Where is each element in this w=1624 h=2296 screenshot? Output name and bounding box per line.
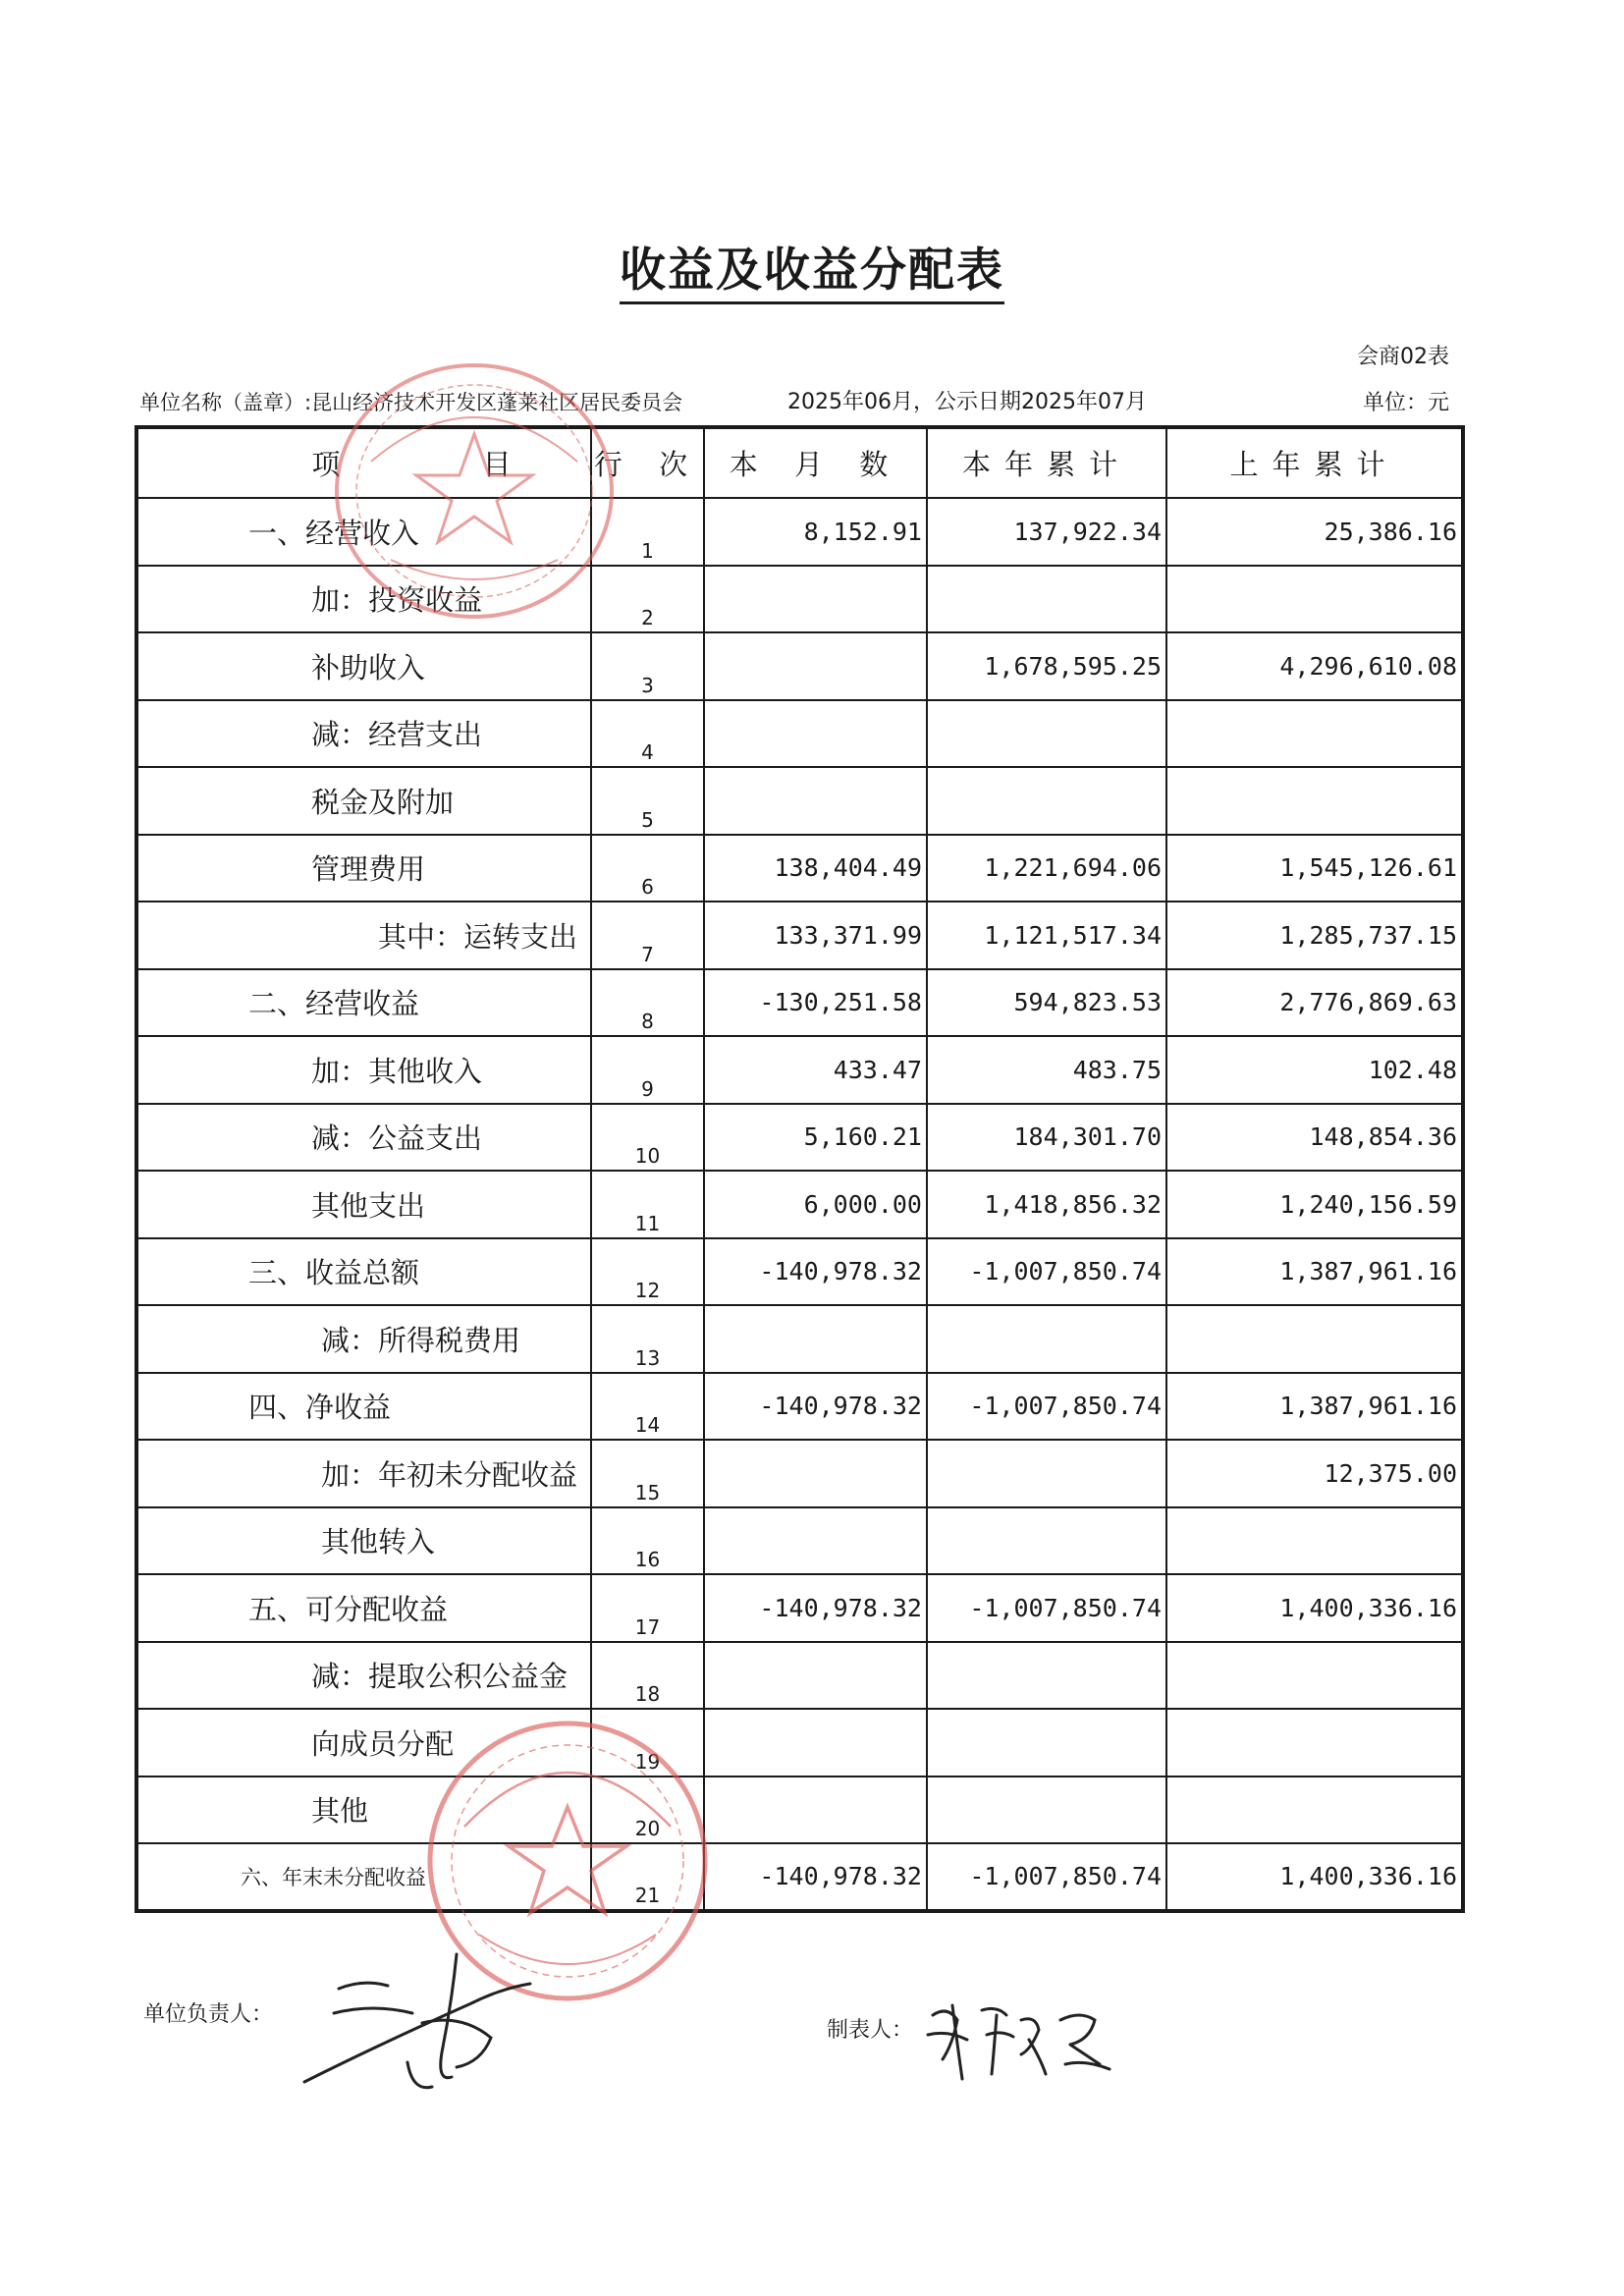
row-ytd-value bbox=[927, 1777, 1166, 1844]
column-header-prev: 上年累计 bbox=[1166, 427, 1463, 498]
row-ytd-value: -1,007,850.74 bbox=[927, 1238, 1166, 1306]
row-line-number: 12 bbox=[591, 1238, 704, 1306]
column-header-ytd: 本年累计 bbox=[927, 427, 1166, 498]
row-month-value bbox=[704, 1709, 927, 1777]
row-line-number: 5 bbox=[591, 767, 704, 835]
row-item-label: 其他支出 bbox=[136, 1171, 591, 1238]
row-line-number: 21 bbox=[591, 1843, 704, 1911]
row-line-number: 3 bbox=[591, 632, 704, 700]
row-month-value: 433.47 bbox=[704, 1036, 927, 1104]
row-prev-value: 12,375.00 bbox=[1166, 1440, 1463, 1507]
row-item-label: 其他 bbox=[136, 1777, 591, 1844]
row-item-label: 减：公益支出 bbox=[136, 1104, 591, 1172]
row-item-label: 其中：运转支出 bbox=[136, 902, 591, 969]
row-ytd-value bbox=[927, 566, 1166, 633]
row-item-label: 一、经营收入 bbox=[136, 498, 591, 566]
row-line-number: 8 bbox=[591, 969, 704, 1037]
row-month-value bbox=[704, 1507, 927, 1575]
row-month-value: 138,404.49 bbox=[704, 835, 927, 902]
preparer-signature bbox=[923, 1986, 1119, 2094]
row-month-value bbox=[704, 632, 927, 700]
table-row bbox=[136, 1036, 1463, 1104]
row-prev-value: 1,387,961.16 bbox=[1166, 1238, 1463, 1306]
row-item-label: 加：投资收益 bbox=[136, 566, 591, 633]
row-item-label: 减：提取公积公益金 bbox=[136, 1642, 591, 1710]
table-row bbox=[136, 1373, 1463, 1441]
row-item-label: 二、经营收益 bbox=[136, 969, 591, 1037]
table-row bbox=[136, 1440, 1463, 1507]
row-ytd-value: 184,301.70 bbox=[927, 1104, 1166, 1172]
row-line-number: 20 bbox=[591, 1777, 704, 1844]
row-ytd-value: 137,922.34 bbox=[927, 498, 1166, 566]
row-line-number: 19 bbox=[591, 1709, 704, 1777]
table-row bbox=[136, 1642, 1463, 1710]
row-ytd-value: 1,678,595.25 bbox=[927, 632, 1166, 700]
row-prev-value: 1,545,126.61 bbox=[1166, 835, 1463, 902]
row-ytd-value: -1,007,850.74 bbox=[927, 1373, 1166, 1441]
official-seal-stamp-top bbox=[312, 354, 636, 638]
row-line-number: 1 bbox=[591, 498, 704, 566]
row-item-label: 三、收益总额 bbox=[136, 1238, 591, 1306]
row-ytd-value: -1,007,850.74 bbox=[927, 1843, 1166, 1911]
row-month-value: 6,000.00 bbox=[704, 1171, 927, 1238]
row-line-number: 13 bbox=[591, 1305, 704, 1373]
row-prev-value bbox=[1166, 1709, 1463, 1777]
row-prev-value bbox=[1166, 566, 1463, 633]
row-month-value: -140,978.32 bbox=[704, 1843, 927, 1911]
row-prev-value: 1,285,737.15 bbox=[1166, 902, 1463, 969]
row-ytd-value: 1,121,517.34 bbox=[927, 902, 1166, 969]
report-period: 2025年06月，公示日期2025年07月 bbox=[787, 390, 1147, 414]
row-ytd-value bbox=[927, 1305, 1166, 1373]
row-prev-value: 1,400,336.16 bbox=[1166, 1574, 1463, 1642]
row-line-number: 18 bbox=[591, 1642, 704, 1710]
row-prev-value: 1,240,156.59 bbox=[1166, 1171, 1463, 1238]
row-prev-value: 25,386.16 bbox=[1166, 498, 1463, 566]
row-month-value: -140,978.32 bbox=[704, 1238, 927, 1306]
row-month-value: 8,152.91 bbox=[704, 498, 927, 566]
row-ytd-value bbox=[927, 767, 1166, 835]
row-line-number: 7 bbox=[591, 902, 704, 969]
column-header-line: 行 次 bbox=[591, 427, 704, 498]
table-row bbox=[136, 1238, 1463, 1306]
row-month-value bbox=[704, 566, 927, 633]
row-prev-value: 148,854.36 bbox=[1166, 1104, 1463, 1172]
row-line-number: 15 bbox=[591, 1440, 704, 1507]
row-item-label: 五、可分配收益 bbox=[136, 1574, 591, 1642]
row-item-label: 六、年末未分配收益 bbox=[136, 1843, 591, 1911]
row-prev-value: 102.48 bbox=[1166, 1036, 1463, 1104]
table-row bbox=[136, 1104, 1463, 1172]
row-item-label: 其他转入 bbox=[136, 1507, 591, 1575]
row-prev-value bbox=[1166, 1642, 1463, 1710]
row-month-value bbox=[704, 1305, 927, 1373]
income-distribution-table bbox=[135, 425, 1465, 1913]
row-month-value bbox=[704, 1642, 927, 1710]
table-row bbox=[136, 1507, 1463, 1575]
preparer-label: 制表人： bbox=[827, 2018, 914, 2043]
row-line-number: 16 bbox=[591, 1507, 704, 1575]
row-month-value bbox=[704, 1777, 927, 1844]
row-ytd-value bbox=[927, 1709, 1166, 1777]
row-ytd-value: 1,418,856.32 bbox=[927, 1171, 1166, 1238]
form-code: 会商02表 bbox=[1357, 345, 1449, 369]
row-ytd-value: 594,823.53 bbox=[927, 969, 1166, 1037]
row-item-label: 减：所得税费用 bbox=[136, 1305, 591, 1373]
row-line-number: 11 bbox=[591, 1171, 704, 1238]
table-row bbox=[136, 1305, 1463, 1373]
row-prev-value: 4,296,610.08 bbox=[1166, 632, 1463, 700]
row-prev-value bbox=[1166, 1507, 1463, 1575]
row-month-value: 5,160.21 bbox=[704, 1104, 927, 1172]
row-line-number: 10 bbox=[591, 1104, 704, 1172]
row-prev-value: 2,776,869.63 bbox=[1166, 969, 1463, 1037]
currency-unit: 单位：元 bbox=[1362, 391, 1449, 415]
responsible-person-label: 单位负责人： bbox=[143, 2002, 274, 2027]
row-line-number: 4 bbox=[591, 700, 704, 768]
unit-name: 单位名称（盖章）:昆山经济技术开发区蓬莱社区居民委员会 bbox=[139, 391, 683, 414]
table-row bbox=[136, 1574, 1463, 1642]
table-row bbox=[136, 1843, 1463, 1911]
row-prev-value bbox=[1166, 1777, 1463, 1844]
row-item-label: 管理费用 bbox=[136, 835, 591, 902]
row-month-value: 133,371.99 bbox=[704, 902, 927, 969]
row-line-number: 17 bbox=[591, 1574, 704, 1642]
row-item-label: 加：其他收入 bbox=[136, 1036, 591, 1104]
row-prev-value bbox=[1166, 700, 1463, 768]
row-line-number: 2 bbox=[591, 566, 704, 633]
row-month-value: -140,978.32 bbox=[704, 1574, 927, 1642]
table-row bbox=[136, 835, 1463, 902]
table-row bbox=[136, 767, 1463, 835]
row-ytd-value bbox=[927, 1440, 1166, 1507]
table-row bbox=[136, 1709, 1463, 1777]
row-item-label: 四、净收益 bbox=[136, 1373, 591, 1441]
row-line-number: 6 bbox=[591, 835, 704, 902]
row-month-value bbox=[704, 700, 927, 768]
row-line-number: 9 bbox=[591, 1036, 704, 1104]
row-month-value: -140,978.32 bbox=[704, 1373, 927, 1441]
document-title: 收益及收益分配表 bbox=[0, 234, 1624, 300]
row-item-label: 加：年初未分配收益 bbox=[136, 1440, 591, 1507]
column-header-item: 项 目 bbox=[136, 427, 591, 498]
table-row bbox=[136, 969, 1463, 1037]
row-item-label: 税金及附加 bbox=[136, 767, 591, 835]
row-ytd-value bbox=[927, 700, 1166, 768]
row-prev-value: 1,387,961.16 bbox=[1166, 1373, 1463, 1441]
row-prev-value bbox=[1166, 1305, 1463, 1373]
table-row bbox=[136, 1777, 1463, 1844]
column-header-month: 本 月 数 bbox=[704, 427, 927, 498]
row-ytd-value: 483.75 bbox=[927, 1036, 1166, 1104]
table-row bbox=[136, 1171, 1463, 1238]
row-ytd-value: 1,221,694.06 bbox=[927, 835, 1166, 902]
row-month-value bbox=[704, 767, 927, 835]
row-ytd-value bbox=[927, 1507, 1166, 1575]
row-item-label: 向成员分配 bbox=[136, 1709, 591, 1777]
row-month-value: -130,251.58 bbox=[704, 969, 927, 1037]
row-ytd-value: -1,007,850.74 bbox=[927, 1574, 1166, 1642]
table-row bbox=[136, 700, 1463, 768]
row-line-number: 14 bbox=[591, 1373, 704, 1441]
responsible-person-signature bbox=[295, 1944, 560, 2111]
row-ytd-value bbox=[927, 1642, 1166, 1710]
table-row bbox=[136, 902, 1463, 969]
row-prev-value: 1,400,336.16 bbox=[1166, 1843, 1463, 1911]
row-item-label: 补助收入 bbox=[136, 632, 591, 700]
table-row bbox=[136, 632, 1463, 700]
row-item-label: 减：经营支出 bbox=[136, 700, 591, 768]
row-month-value bbox=[704, 1440, 927, 1507]
row-prev-value bbox=[1166, 767, 1463, 835]
